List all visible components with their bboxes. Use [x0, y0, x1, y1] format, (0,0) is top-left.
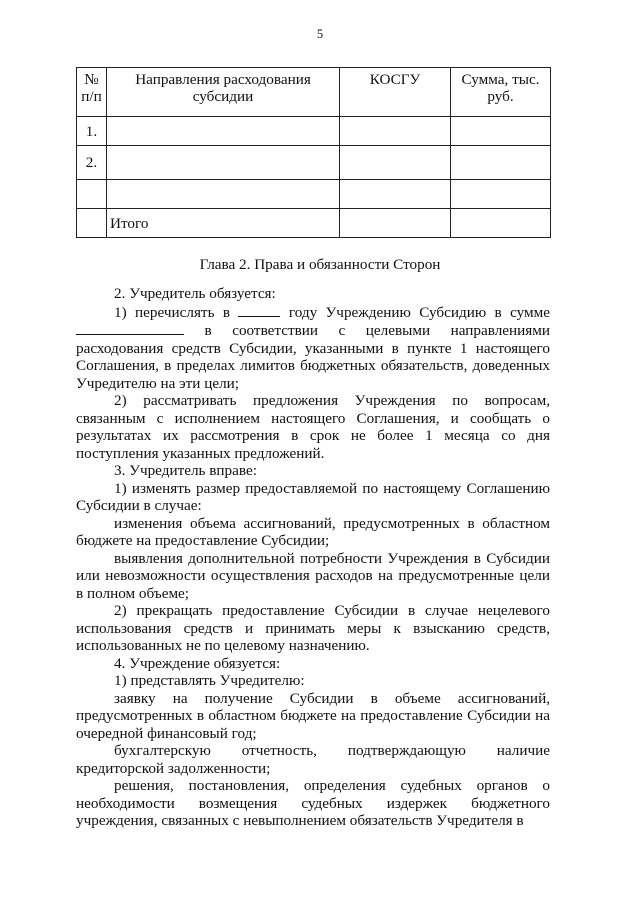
paragraph-part: в соответствии с целевыми направлениями расходования средств Субсидии, указанными в пункте 1 настоящего Соглашения, в пределах лимитов бюджетных обязательств, доведенных Учредителю на эти цели;: [76, 322, 550, 392]
paragraph: бухгалтерскую отчетность, подтверждающую наличие кредиторской задолженности;: [76, 742, 550, 777]
table-row: [77, 117, 551, 146]
row-sum: [451, 209, 551, 238]
paragraph: изменения объема ассигнований, предусмотренных в областном бюджете на предоставление Субсидии;: [76, 514, 550, 549]
table-total-row: [77, 209, 551, 238]
paragraph: 3. Учредитель вправе:: [114, 462, 257, 479]
row-direction: [107, 180, 340, 209]
header-sum: Сумма, тыс. руб.: [451, 68, 551, 117]
page-number: 5: [316, 27, 324, 41]
paragraph: выявления дополнительной потребности Учреждения в Субсидии или невозможности осуществления расходов на предусмотренные цели в полном объеме;: [76, 549, 550, 602]
blank-year-line: [238, 303, 280, 317]
paragraph-part: 1) перечислять в: [114, 303, 231, 321]
paragraph: решения, постановления, определения судебных органов о необходимости возмещения судебных издержек бюджетного учреждения, связанных с невыполнением обязательств Учредителя в: [76, 777, 550, 829]
row-num: [77, 180, 107, 209]
document-body: [76, 285, 550, 830]
row-sum: [451, 117, 551, 146]
row-sum: [451, 180, 551, 209]
row-direction: Итого: [107, 209, 340, 238]
header-num: № п/п: [77, 68, 107, 117]
row-num: [77, 209, 107, 238]
paragraph: 1) представлять Учредителю:: [114, 672, 305, 689]
paragraph: 2) рассматривать предложения Учреждения по вопросам, связанным с исполнением настоящего Соглашения, и сообщать о результатах их рассмотрения в срок не более 1 месяца со дня поступления указанных предложений.: [76, 392, 550, 462]
blank-amount-line: [76, 321, 184, 335]
header-kosgu: КОСГУ: [340, 68, 451, 117]
header-direction: Направления расходования субсидии: [107, 68, 340, 117]
paragraph: 1) изменять размер предоставляемой по настоящему Соглашению Субсидии в случае:: [76, 479, 550, 514]
expenditure-table: [76, 67, 551, 238]
row-direction: [107, 117, 340, 146]
row-kosgu: [340, 209, 451, 238]
row-direction: [107, 146, 340, 180]
paragraph: 2) прекращать предоставление Субсидии в случае нецелевого использования средств и принимать меры к взысканию средств, использованных не по целевому назначению.: [76, 602, 550, 654]
table-row: [77, 146, 551, 180]
table-header-row: [77, 68, 551, 117]
paragraph: 2. Учредитель обязуется:: [114, 285, 276, 302]
row-kosgu: [340, 117, 451, 146]
paragraph-with-blanks: [76, 303, 550, 393]
paragraph: 4. Учреждение обязуется:: [114, 654, 281, 672]
chapter-title: Глава 2. Права и обязанности Сторон: [199, 256, 441, 273]
paragraph-part: году Учреждению Субсидию в сумме: [288, 303, 551, 321]
row-num: 1.: [77, 117, 107, 146]
row-kosgu: [340, 180, 451, 209]
paragraph: заявку на получение Субсидии в объеме ассигнований, предусмотренных в областном бюджете на предоставление Субсидии на очередной финансовый год;: [76, 689, 550, 742]
row-sum: [451, 146, 551, 180]
row-num: 2.: [77, 146, 107, 180]
row-kosgu: [340, 146, 451, 180]
table-row: [77, 180, 551, 209]
